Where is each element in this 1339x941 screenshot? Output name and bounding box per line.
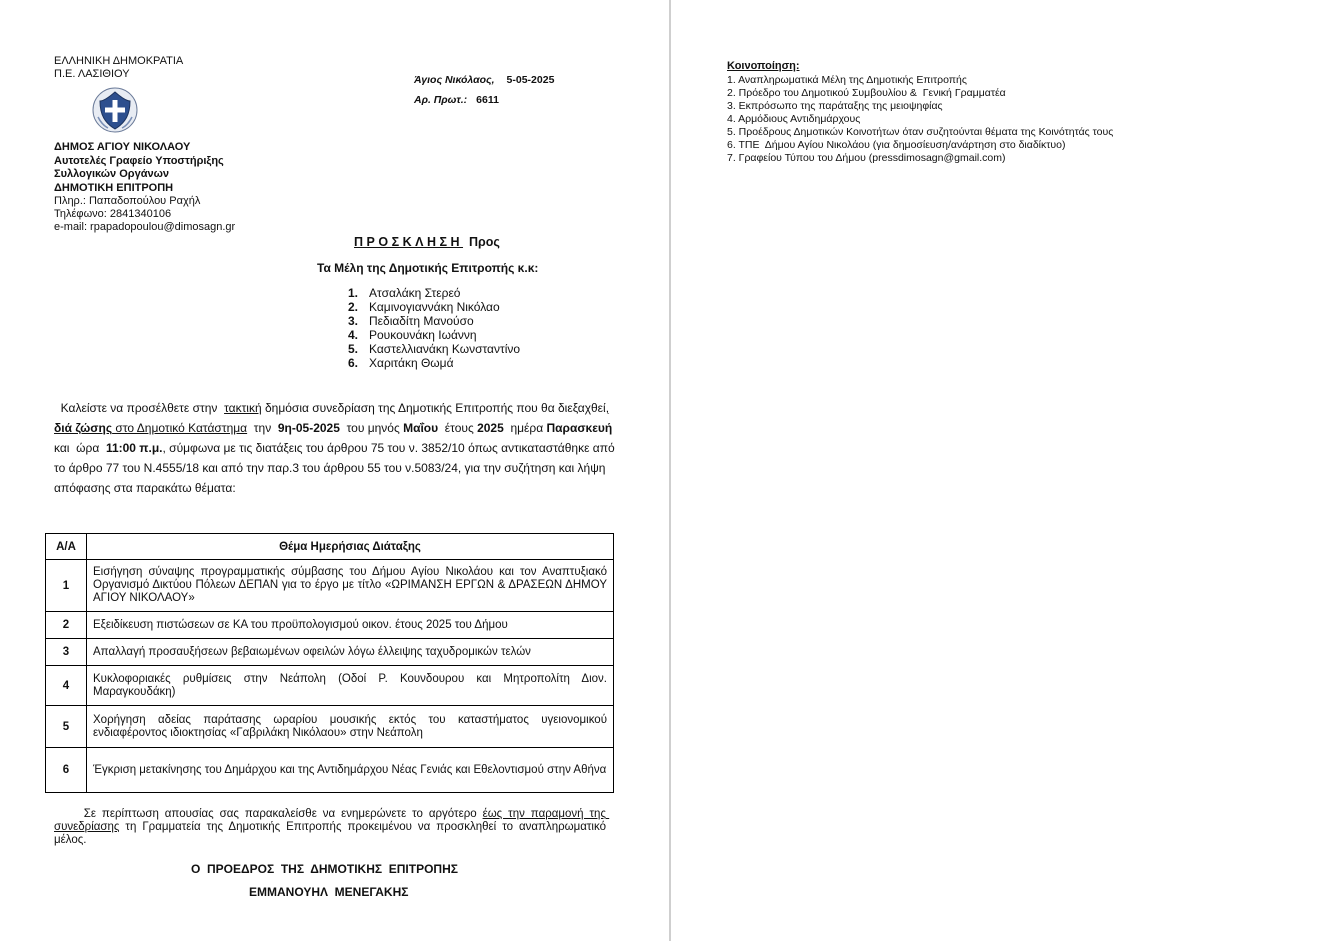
invitation-title: [354, 235, 500, 249]
table-row: [46, 748, 614, 793]
municipality-name: ΔΗΜΟΣ ΑΓΙΟΥ ΝΙΚΟΛΑΟΥ: [54, 141, 191, 153]
greek-coat-of-arms-icon: [92, 87, 138, 133]
contact-phone: Τηλέφωνο: 2841340106: [54, 208, 172, 220]
column-header-topic: Θέμα Ημερήσιας Διάταξης: [87, 534, 614, 560]
place-label: Άγιος Νικόλαος,: [414, 74, 495, 86]
document-date: 5-05-2025: [506, 74, 555, 86]
member-item: 6. Χαριτάκη Θωμά: [348, 356, 454, 370]
notification-item: 5. Προέδρους Δημοτικών Κοινοτήτων όταν συζητούνται θέματα της Κοινότητάς τους: [727, 126, 1114, 138]
member-item: 5. Καστελλιανάκη Κωνσταντίνο: [348, 342, 521, 356]
notification-item: 6. ΤΠΕ Δήμου Αγίου Νικολάου (για δημοσίευση/ανάρτηση στο διαδίκτυο): [727, 139, 1066, 151]
member-name: Ρουκουνάκη Ιωάννη: [369, 328, 477, 342]
member-name: Ατσαλάκη Στερεό: [369, 286, 461, 300]
notification-item: 2. Πρόεδρο του Δημοτικού Συμβουλίου & Γενική Γραμματέα: [727, 87, 1006, 99]
member-name: Χαριτάκη Θωμά: [369, 356, 454, 370]
meeting-date: 9η-05-2025: [277, 421, 340, 435]
body-line-1: Καλείστε να προσέλθετε στην τακτική δημόσια συνεδρίαση της Δημοτικής Επιτροπής που θα διεξαχθεί,: [54, 401, 610, 415]
agenda-item-topic: Εισήγηση σύναψης προγραμματικής σύμβασης του Δήμου Αγίου Νικολάου και τον Αναπτυξιακό Οργανισμό Δικτύου Πόλεων ΔΕΠΑΝ για το έργο με τίτλο «ΩΡΙΜΑΝΣΗ ΕΡΓΩΝ & ΔΡΑΣΕΩΝ ΔΗΜΟΥ ΑΓΙΟΥ ΝΙΚΟΛΑΟΥ»: [87, 560, 614, 612]
document-page-1: [0, 0, 669, 941]
body-line-5: απόφασης στα παρακάτω θέματα:: [54, 481, 236, 495]
member-item: 4. Ρουκουνάκη Ιωάννη: [348, 328, 477, 342]
invitation-to: Προς: [469, 235, 500, 249]
region-label: Π.Ε. ΛΑΣΙΘΙΟΥ: [54, 68, 130, 80]
notification-item: 1. Αναπληρωματικά Μέλη της Δημοτικής Επιτροπής: [727, 74, 967, 86]
agenda-item-number: 6: [46, 748, 87, 793]
office-line-2: Συλλογικών Οργάνων: [54, 168, 170, 180]
column-header-aa: Α/Α: [46, 534, 87, 560]
agenda-item-number: 4: [46, 666, 87, 706]
agenda-item-topic: Κυκλοφοριακές ρυθμίσεις στην Νεάπολη (Οδοί Ρ. Κουνδουρου και Μητροπολίτη Διον. Μαραγκουδάκη): [87, 666, 614, 706]
agenda-header-row: [46, 534, 614, 560]
agenda-item-number: 1: [46, 560, 87, 612]
recipients-line: Τα Μέλη της Δημοτικής Επιτροπής κ.κ:: [317, 261, 539, 275]
agenda-item-topic: Έγκριση μετακίνησης του Δημάρχου και της Αντιδημάρχου Νέας Γενιάς και Εθελοντισμού στην Αθήνα: [87, 748, 614, 793]
agenda-item-number: 5: [46, 706, 87, 748]
member-item: 1. Ατσαλάκη Στερεό: [348, 286, 461, 300]
meeting-time: 11:00 π.μ.: [105, 441, 163, 455]
notification-item: 3. Εκπρόσωπο της παράταξης της μειοψηφίας: [727, 100, 943, 112]
table-row: [46, 612, 614, 639]
notification-item: 7. Γραφείου Τύπου του Δήμου (pressdimosagn@gmail.com): [727, 152, 1006, 164]
agenda-table: [45, 533, 614, 793]
notification-title: Κοινοποίηση:: [727, 60, 800, 72]
republic-label: ΕΛΛΗΝΙΚΗ ΔΗΜΟΚΡΑΤΙΑ: [54, 55, 184, 67]
signature-role: Ο ΠΡΟΕΔΡΟΣ ΤΗΣ ΔΗΜΟΤΙΚΗΣ ΕΠΙΤΡΟΠΗΣ: [191, 862, 458, 876]
member-name: Καμινογιαννάκη Νικόλαο: [369, 300, 500, 314]
agenda-item-number: 3: [46, 639, 87, 666]
member-name: Πεδιαδίτη Μανούσο: [369, 314, 474, 328]
table-row: [46, 639, 614, 666]
member-item: 3. Πεδιαδίτη Μανούσο: [348, 314, 474, 328]
contact-email: e-mail: rpapadopoulou@dimosagn.gr: [54, 221, 236, 233]
member-name: Καστελλιανάκη Κωνσταντίνο: [369, 342, 521, 356]
table-row: [46, 560, 614, 612]
agenda-item-topic: Απαλλαγή προσαυξήσεων βεβαιωμένων οφειλών λόγω έλλειψης ταχυδρομικών τελών: [87, 639, 614, 666]
body-line-4: το άρθρο 77 του Ν.4555/18 και από την παρ.3 του άρθρου 55 του ν.5083/24, για την συζήτηση και λήψη: [54, 461, 606, 475]
body-line-2: διά ζώσης στο Δημοτικό Κατάστημα την 9η-05-2025 του μηνός Μαΐου έτους 2025 ημέρα Παρασκευή: [54, 421, 613, 435]
agenda-item-topic: Χορήγηση αδείας παράτασης ωραρίου μουσικής εκτός του καταστήματος υγειονομικού ενδιαφέροντος ιδιοκτησίας «Γαβριλάκη Νικόλαου» στην Νεάπολη: [87, 706, 614, 748]
committee-label: ΔΗΜΟΤΙΚΗ ΕΠΙΤΡΟΠΗ: [54, 182, 174, 194]
table-row: [46, 666, 614, 706]
protocol-number: 6611: [476, 94, 499, 106]
member-item: 2. Καμινογιαννάκη Νικόλαο: [348, 300, 500, 314]
body-line-3: και ώρα 11:00 π.μ., σύμφωνα με τις διατάξεις του άρθρου 75 του ν. 3852/10 όπως αντικαταστάθηκε από: [54, 441, 615, 455]
agenda-item-number: 2: [46, 612, 87, 639]
invitation-heading: ΠΡΟΣΚΛΗΣΗ: [354, 235, 464, 249]
date-line: [414, 74, 554, 86]
office-line-1: Αυτοτελές Γραφείο Υποστήριξης: [54, 155, 224, 167]
signature-name: ΕΜΜΑΝΟΥΗΛ ΜΕΝΕΓΑΚΗΣ: [249, 885, 409, 899]
protocol-label: Αρ. Πρωτ.:: [414, 94, 468, 106]
protocol-line: [414, 94, 499, 106]
contact-person: Πληρ.: Παπαδοπούλου Ραχήλ: [54, 195, 201, 207]
closing-paragraph: Σε περίπτωση απουσίας σας παρακαλείσθε να ενημερώνετε το αργότερο έως την παραμονή της συνεδρίασης τη Γραμματεία της Δημοτικής Επιτροπής προκειμένου να προσκληθεί το αναπληρωματικό μέλος.: [54, 808, 610, 846]
table-row: [46, 706, 614, 748]
agenda-item-topic: Εξειδίκευση πιστώσεων σε ΚΑ του προϋπολογισμού οικον. έτους 2025 του Δήμου: [87, 612, 614, 639]
notification-item: 4. Αρμόδιους Αντιδημάρχους: [727, 113, 861, 125]
